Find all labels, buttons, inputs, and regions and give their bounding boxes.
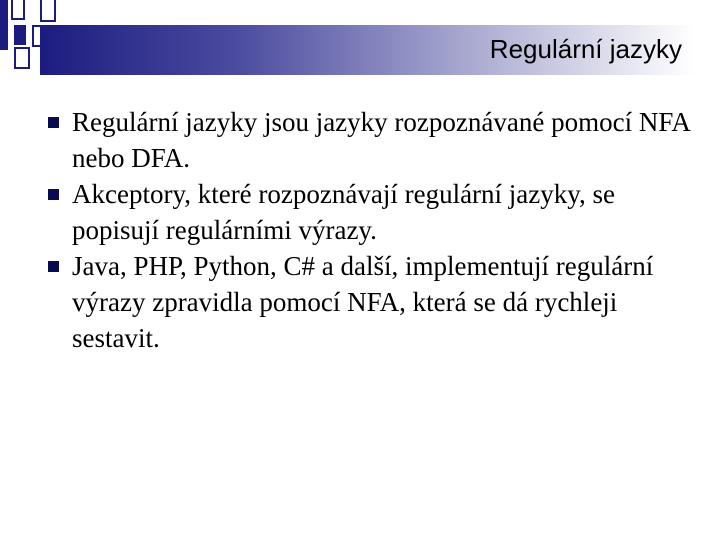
bullet-text: Akceptory, které rozpoznávají regulární jazyky, se popisují regulárními výrazy.: [72, 179, 616, 245]
bullet-list: [48, 104, 708, 356]
square-bullet-icon: [48, 261, 59, 272]
square-bullet-icon: [48, 189, 59, 200]
decorative-square-outline: [14, 47, 30, 69]
square-bullet-icon: [48, 117, 59, 128]
decorative-square-outline: [40, 0, 56, 22]
bullet-text: Java, PHP, Python, C# a další, implementují regulární výrazy zpravidla pomocí NFA, která se dá rychleji sestavit.: [72, 251, 654, 353]
decorative-square: [0, 0, 8, 50]
bullet-text: Regulární jazyky jsou jazyky rozpoznávané pomocí NFA nebo DFA.: [72, 107, 690, 173]
bullet-item: [48, 248, 708, 356]
decorative-square: [14, 25, 26, 45]
slide-title: Regulární jazyky: [489, 34, 682, 64]
bullet-item: [48, 104, 708, 176]
decorative-square-outline: [11, 0, 25, 20]
bullet-item: [48, 176, 708, 248]
